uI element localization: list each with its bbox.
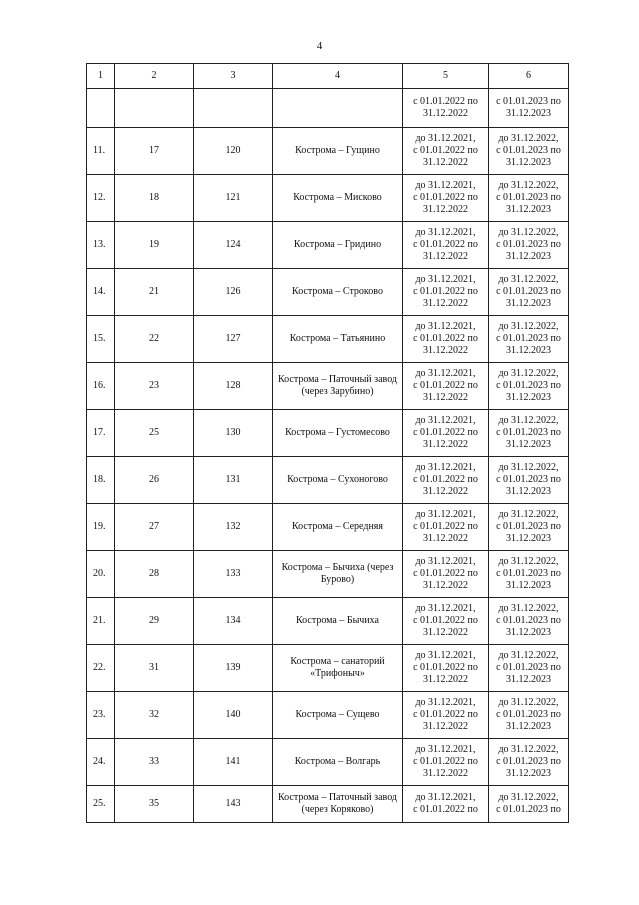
date-line: с 01.01.2023 по [496, 521, 561, 532]
date-line: до 31.12.2021, [415, 415, 476, 426]
row-number-cell: 24. [87, 739, 115, 786]
date-line: до 31.12.2022, [498, 744, 559, 755]
table-row [87, 786, 569, 823]
date-line: 31.12.2022 [423, 533, 468, 544]
date-line: с 01.01.2022 по [413, 286, 478, 297]
date-line: с 01.01.2023 по [496, 662, 561, 673]
table-row [87, 175, 569, 222]
row-number-cell: 20. [87, 551, 115, 598]
column-2-cell: 26 [115, 457, 194, 504]
date-line: 31.12.2022 [423, 345, 468, 356]
date-line: до 31.12.2021, [415, 697, 476, 708]
date-line: до 31.12.2021, [415, 321, 476, 332]
column-2-cell: 33 [115, 739, 194, 786]
table-row [87, 410, 569, 457]
date-line: 31.12.2023 [506, 533, 551, 544]
period-2022-cell [403, 363, 489, 410]
row-number-cell: 14. [87, 269, 115, 316]
date-line: с 01.01.2023 по [496, 145, 561, 156]
table-row [87, 598, 569, 645]
date-line: с 01.01.2022 по [413, 662, 478, 673]
column-2-cell: 29 [115, 598, 194, 645]
continuation-row [87, 89, 569, 128]
route-name-cell: Кострома – Волгарь [273, 739, 403, 786]
date-line: 31.12.2023 [506, 251, 551, 262]
period-2023-cell [489, 457, 569, 504]
date-line: 31.12.2023 [506, 486, 551, 497]
period-2023-cell [489, 128, 569, 175]
column-2-cell: 22 [115, 316, 194, 363]
route-name-cell: Кострома – Сущево [273, 692, 403, 739]
period-2023-cell [489, 598, 569, 645]
table-row [87, 551, 569, 598]
row-number-cell: 22. [87, 645, 115, 692]
date-line: 31.12.2022 [423, 627, 468, 638]
column-3-cell: 140 [194, 692, 273, 739]
column-header: 5 [403, 64, 489, 89]
date-line: 31.12.2022 [423, 204, 468, 215]
period-2022-cell [403, 645, 489, 692]
route-name-cell: Кострома – Гридино [273, 222, 403, 269]
column-header: 1 [87, 64, 115, 89]
date-line: 31.12.2023 [506, 392, 551, 403]
column-3-cell: 139 [194, 645, 273, 692]
table-row [87, 504, 569, 551]
date-line: 31.12.2023 [506, 157, 551, 168]
period-2022-cell [403, 786, 489, 823]
date-line: 31.12.2023 [506, 768, 551, 779]
date-line: 31.12.2022 [423, 674, 468, 685]
route-name-cell: Кострома – Бычиха (через Бурово) [273, 551, 403, 598]
date-line: с 01.01.2022 по [413, 380, 478, 391]
date-line: 31.12.2022 [423, 721, 468, 732]
period-2022-cell [403, 598, 489, 645]
period-2023-cell [489, 786, 569, 823]
row-number-cell: 16. [87, 363, 115, 410]
column-3-cell: 130 [194, 410, 273, 457]
date-line: с 01.01.2023 по [496, 474, 561, 485]
date-line: до 31.12.2021, [415, 227, 476, 238]
route-name-cell: Кострома – санаторий «Трифоныч» [273, 645, 403, 692]
date-line: 31.12.2022 [423, 251, 468, 262]
date-line: до 31.12.2021, [415, 603, 476, 614]
date-line: 31.12.2022 [423, 108, 468, 119]
date-line: 31.12.2022 [423, 298, 468, 309]
row-number-cell: 17. [87, 410, 115, 457]
route-schedule-table [86, 63, 569, 823]
date-line: с 01.01.2022 по [413, 192, 478, 203]
date-line: 31.12.2022 [423, 486, 468, 497]
table-row [87, 692, 569, 739]
column-3-cell: 143 [194, 786, 273, 823]
date-line: до 31.12.2022, [498, 133, 559, 144]
date-line: с 01.01.2023 по [496, 333, 561, 344]
table-row [87, 128, 569, 175]
date-line: с 01.01.2022 по [413, 615, 478, 626]
date-line: до 31.12.2022, [498, 274, 559, 285]
date-line: с 01.01.2022 по [413, 709, 478, 720]
route-name-cell: Кострома – Строково [273, 269, 403, 316]
period-2023-cell [489, 739, 569, 786]
row-number-cell: 19. [87, 504, 115, 551]
table-row [87, 739, 569, 786]
date-line: с 01.01.2022 по [413, 145, 478, 156]
column-2-cell: 18 [115, 175, 194, 222]
route-name-cell: Кострома – Паточный завод (через Коряково) [273, 786, 403, 823]
row-number-cell: 18. [87, 457, 115, 504]
route-name-cell: Кострома – Сухоногово [273, 457, 403, 504]
route-name-cell: Кострома – Татьянино [273, 316, 403, 363]
column-header: 6 [489, 64, 569, 89]
date-line: с 01.01.2022 по [413, 756, 478, 767]
date-line: до 31.12.2021, [415, 792, 476, 803]
date-line: до 31.12.2021, [415, 180, 476, 191]
period-2023-cell [489, 363, 569, 410]
date-line: с 01.01.2023 по [496, 380, 561, 391]
row-number-cell: 21. [87, 598, 115, 645]
column-header: 2 [115, 64, 194, 89]
route-name-cell: Кострома – Середняя [273, 504, 403, 551]
period-2022-cell [403, 692, 489, 739]
route-name-cell: Кострома – Паточный завод (через Зарубино) [273, 363, 403, 410]
period-2022-cell [403, 175, 489, 222]
row-number-cell: 13. [87, 222, 115, 269]
period-2022-cell [403, 504, 489, 551]
row-number-cell: 11. [87, 128, 115, 175]
date-line: с 01.01.2022 по [413, 804, 478, 815]
date-line: с 01.01.2022 по [413, 239, 478, 250]
period-2022-cell [403, 269, 489, 316]
route-name-cell: Кострома – Гущино [273, 128, 403, 175]
column-2-cell: 31 [115, 645, 194, 692]
period-2022-cell [403, 222, 489, 269]
table-row [87, 645, 569, 692]
column-2-cell: 32 [115, 692, 194, 739]
date-line: 31.12.2023 [506, 674, 551, 685]
date-line: с 01.01.2022 по [413, 521, 478, 532]
date-line: 31.12.2023 [506, 298, 551, 309]
date-line: до 31.12.2022, [498, 792, 559, 803]
column-3-cell: 131 [194, 457, 273, 504]
date-line: до 31.12.2021, [415, 133, 476, 144]
route-name-cell: Кострома – Густомесово [273, 410, 403, 457]
date-line: до 31.12.2021, [415, 274, 476, 285]
date-line: до 31.12.2022, [498, 180, 559, 191]
empty-cell [273, 89, 403, 128]
date-line: 31.12.2022 [423, 157, 468, 168]
column-3-cell: 133 [194, 551, 273, 598]
page-number: 4 [316, 40, 323, 52]
table-body [87, 64, 569, 823]
date-line: 31.12.2023 [506, 345, 551, 356]
column-3-cell: 124 [194, 222, 273, 269]
period-2023-cell [489, 410, 569, 457]
period-2023-cell [489, 89, 569, 128]
period-2023-cell [489, 551, 569, 598]
date-line: с 01.01.2023 по [496, 709, 561, 720]
column-header: 4 [273, 64, 403, 89]
empty-cell [87, 89, 115, 128]
date-line: с 01.01.2023 по [496, 427, 561, 438]
date-line: до 31.12.2022, [498, 368, 559, 379]
row-number-cell: 23. [87, 692, 115, 739]
date-line: до 31.12.2022, [498, 650, 559, 661]
date-line: с 01.01.2023 по [496, 286, 561, 297]
date-line: до 31.12.2022, [498, 697, 559, 708]
column-3-cell: 126 [194, 269, 273, 316]
date-line: 31.12.2023 [506, 439, 551, 450]
date-line: 31.12.2022 [423, 580, 468, 591]
period-2022-cell [403, 128, 489, 175]
date-line: до 31.12.2021, [415, 462, 476, 473]
period-2023-cell [489, 692, 569, 739]
date-line: с 01.01.2022 по [413, 96, 478, 107]
period-2023-cell [489, 269, 569, 316]
date-line: с 01.01.2022 по [413, 474, 478, 485]
date-line: до 31.12.2021, [415, 509, 476, 520]
period-2023-cell [489, 316, 569, 363]
column-2-cell: 35 [115, 786, 194, 823]
table-row [87, 316, 569, 363]
column-2-cell: 25 [115, 410, 194, 457]
date-line: до 31.12.2022, [498, 509, 559, 520]
date-line: до 31.12.2022, [498, 321, 559, 332]
date-line: до 31.12.2021, [415, 368, 476, 379]
column-header: 3 [194, 64, 273, 89]
column-3-cell: 121 [194, 175, 273, 222]
date-line: с 01.01.2023 по [496, 804, 561, 815]
period-2022-cell [403, 551, 489, 598]
empty-cell [194, 89, 273, 128]
date-line: до 31.12.2021, [415, 556, 476, 567]
empty-cell [115, 89, 194, 128]
row-number-cell: 25. [87, 786, 115, 823]
column-3-cell: 134 [194, 598, 273, 645]
date-line: с 01.01.2023 по [496, 615, 561, 626]
date-line: с 01.01.2022 по [413, 568, 478, 579]
date-line: до 31.12.2022, [498, 227, 559, 238]
column-3-cell: 127 [194, 316, 273, 363]
column-2-cell: 27 [115, 504, 194, 551]
date-line: с 01.01.2022 по [413, 333, 478, 344]
date-line: 31.12.2022 [423, 768, 468, 779]
date-line: 31.12.2023 [506, 580, 551, 591]
date-line: с 01.01.2023 по [496, 568, 561, 579]
route-name-cell: Кострома – Мисково [273, 175, 403, 222]
period-2022-cell [403, 89, 489, 128]
table-row [87, 457, 569, 504]
date-line: до 31.12.2022, [498, 603, 559, 614]
column-3-cell: 141 [194, 739, 273, 786]
column-2-cell: 21 [115, 269, 194, 316]
date-line: с 01.01.2023 по [496, 756, 561, 767]
column-2-cell: 17 [115, 128, 194, 175]
date-line: до 31.12.2021, [415, 744, 476, 755]
date-line: до 31.12.2021, [415, 650, 476, 661]
period-2022-cell [403, 316, 489, 363]
period-2023-cell [489, 222, 569, 269]
table-row [87, 222, 569, 269]
date-line: с 01.01.2023 по [496, 96, 561, 107]
row-number-cell: 12. [87, 175, 115, 222]
column-3-cell: 120 [194, 128, 273, 175]
column-2-cell: 28 [115, 551, 194, 598]
period-2023-cell [489, 175, 569, 222]
date-line: до 31.12.2022, [498, 462, 559, 473]
column-number-row [87, 64, 569, 89]
column-3-cell: 128 [194, 363, 273, 410]
period-2022-cell [403, 457, 489, 504]
date-line: 31.12.2022 [423, 392, 468, 403]
column-3-cell: 132 [194, 504, 273, 551]
date-line: с 01.01.2023 по [496, 192, 561, 203]
date-line: 31.12.2023 [506, 721, 551, 732]
column-2-cell: 23 [115, 363, 194, 410]
date-line: 31.12.2023 [506, 108, 551, 119]
date-line: с 01.01.2023 по [496, 239, 561, 250]
date-line: 31.12.2022 [423, 439, 468, 450]
date-line: до 31.12.2022, [498, 556, 559, 567]
period-2022-cell [403, 739, 489, 786]
period-2022-cell [403, 410, 489, 457]
date-line: с 01.01.2022 по [413, 427, 478, 438]
row-number-cell: 15. [87, 316, 115, 363]
period-2023-cell [489, 645, 569, 692]
table-row [87, 363, 569, 410]
route-name-cell: Кострома – Бычиха [273, 598, 403, 645]
period-2023-cell [489, 504, 569, 551]
date-line: до 31.12.2022, [498, 415, 559, 426]
table-row [87, 269, 569, 316]
date-line: 31.12.2023 [506, 627, 551, 638]
column-2-cell: 19 [115, 222, 194, 269]
date-line: 31.12.2023 [506, 204, 551, 215]
